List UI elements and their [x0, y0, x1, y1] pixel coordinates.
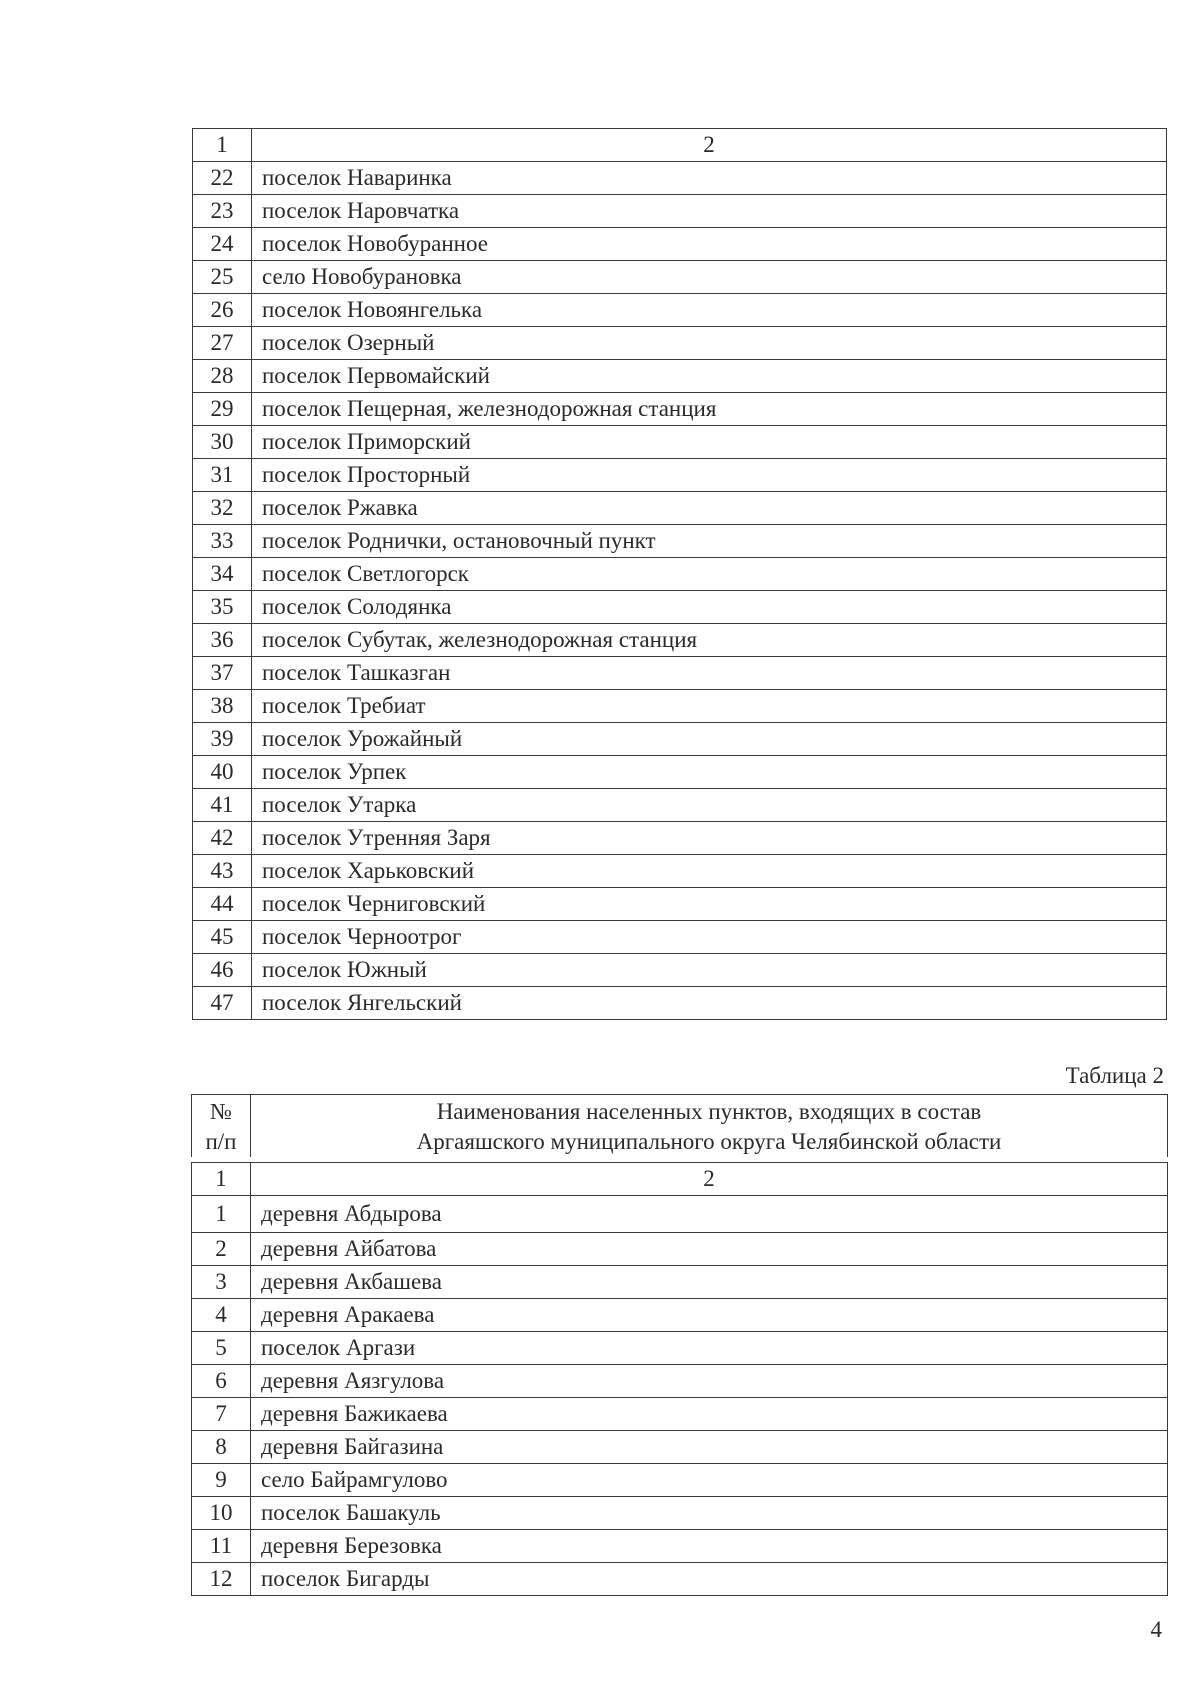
table-row [193, 822, 1167, 855]
table-row [193, 360, 1167, 393]
table-row [193, 888, 1167, 921]
settlement-name: деревня Аракаева [251, 1299, 1168, 1332]
table-row [192, 1563, 1168, 1596]
settlement-name: поселок Роднички, остановочный пункт [252, 525, 1167, 558]
row-number: 37 [193, 657, 252, 690]
settlement-name: поселок Утарка [252, 789, 1167, 822]
settlement-name: поселок Урожайный [252, 723, 1167, 756]
settlement-name: деревня Березовка [251, 1530, 1168, 1563]
table-row [193, 558, 1167, 591]
row-number: 28 [193, 360, 252, 393]
table-row [192, 1464, 1168, 1497]
row-number: 27 [193, 327, 252, 360]
table-row [193, 195, 1167, 228]
settlement-name: поселок Утренняя Заря [252, 822, 1167, 855]
settlement-name: деревня Акбашева [251, 1266, 1168, 1299]
row-number: 43 [193, 855, 252, 888]
column-name-header-line-1: Наименования населенных пунктов, входящих в состав [436, 1099, 982, 1124]
row-number: 6 [192, 1365, 251, 1398]
table-row [193, 657, 1167, 690]
settlements-table-2 [191, 1162, 1168, 1596]
table-row [193, 954, 1167, 987]
settlement-name: поселок Светлогорск [252, 558, 1167, 591]
column-name-header-line-2: Аргаяшского муниципального округа Челябинской области [416, 1129, 1002, 1154]
index-col-2: 2 [252, 129, 1167, 162]
row-number: 4 [192, 1299, 251, 1332]
settlement-name: поселок Наровчатка [252, 195, 1167, 228]
settlement-name: деревня Бажикаева [251, 1398, 1168, 1431]
settlements-table-1 [192, 128, 1167, 1020]
row-number: 9 [192, 1464, 251, 1497]
row-number: 30 [193, 426, 252, 459]
row-number: 3 [192, 1266, 251, 1299]
row-number: 33 [193, 525, 252, 558]
row-number: 22 [193, 162, 252, 195]
settlement-name: поселок Ташказган [252, 657, 1167, 690]
table-1-index-row [193, 129, 1167, 162]
row-number: 12 [192, 1563, 251, 1596]
table-row [193, 690, 1167, 723]
table-row [193, 426, 1167, 459]
table-row [193, 789, 1167, 822]
table-row [192, 1365, 1168, 1398]
settlement-name: поселок Башакуль [251, 1497, 1168, 1530]
table-2-index-row [192, 1163, 1168, 1196]
settlement-name: поселок Просторный [252, 459, 1167, 492]
table-row [193, 624, 1167, 657]
settlement-name: поселок Харьковский [252, 855, 1167, 888]
settlement-name: поселок Первомайский [252, 360, 1167, 393]
settlement-name: поселок Новоянгелька [252, 294, 1167, 327]
settlement-name: деревня Айбатова [251, 1233, 1168, 1266]
table-2-header-row [192, 1095, 1168, 1158]
row-number: 26 [193, 294, 252, 327]
row-number: 8 [192, 1431, 251, 1464]
row-number: 29 [193, 393, 252, 426]
settlement-name: поселок Бигарды [251, 1563, 1168, 1596]
table-row [193, 756, 1167, 789]
row-number: 46 [193, 954, 252, 987]
index-col-1: 1 [192, 1163, 251, 1196]
column-name-header [251, 1095, 1168, 1158]
table-2-header [191, 1094, 1168, 1157]
settlement-name: деревня Байгазина [251, 1431, 1168, 1464]
table-2-caption: Таблица 2 [1065, 1063, 1164, 1088]
table-row [193, 987, 1167, 1020]
table-row [193, 327, 1167, 360]
table-row [193, 162, 1167, 195]
settlement-name: поселок Ржавка [252, 492, 1167, 525]
row-number: 40 [193, 756, 252, 789]
table-2-body [192, 1163, 1168, 1596]
table-row [193, 459, 1167, 492]
settlement-name: поселок Аргази [251, 1332, 1168, 1365]
row-number: 34 [193, 558, 252, 591]
table-row [193, 855, 1167, 888]
settlement-name: поселок Новобуранное [252, 228, 1167, 261]
index-col-2: 2 [251, 1163, 1168, 1196]
table-row [193, 261, 1167, 294]
settlement-name: поселок Наваринка [252, 162, 1167, 195]
index-col-1: 1 [193, 129, 252, 162]
table-row [192, 1398, 1168, 1431]
column-number-header-line-1: № [210, 1099, 232, 1124]
table-row [193, 921, 1167, 954]
settlement-name: поселок Озерный [252, 327, 1167, 360]
row-number: 10 [192, 1497, 251, 1530]
table-row [193, 228, 1167, 261]
table-1-body [193, 129, 1167, 1020]
table-row [192, 1431, 1168, 1464]
settlement-name: поселок Южный [252, 954, 1167, 987]
settlement-name: поселок Черниговский [252, 888, 1167, 921]
row-number: 39 [193, 723, 252, 756]
settlement-name: поселок Пещерная, железнодорожная станция [252, 393, 1167, 426]
table-row [193, 492, 1167, 525]
row-number: 41 [193, 789, 252, 822]
row-number: 32 [193, 492, 252, 525]
column-number-header-line-2: п/п [205, 1129, 237, 1154]
settlement-name: поселок Требиат [252, 690, 1167, 723]
table-row [192, 1233, 1168, 1266]
row-number: 45 [193, 921, 252, 954]
table-row [192, 1299, 1168, 1332]
page-number: 4 [1150, 1617, 1162, 1642]
settlement-name: поселок Солодянка [252, 591, 1167, 624]
row-number: 7 [192, 1398, 251, 1431]
row-number: 42 [193, 822, 252, 855]
settlement-name: поселок Янгельский [252, 987, 1167, 1020]
table-row [193, 525, 1167, 558]
table-row [192, 1530, 1168, 1563]
row-number: 1 [192, 1196, 251, 1233]
row-number: 44 [193, 888, 252, 921]
row-number: 36 [193, 624, 252, 657]
row-number: 31 [193, 459, 252, 492]
settlement-name: поселок Урпек [252, 756, 1167, 789]
table-row [192, 1196, 1168, 1233]
table-row [193, 723, 1167, 756]
table-row [193, 393, 1167, 426]
row-number: 35 [193, 591, 252, 624]
row-number: 11 [192, 1530, 251, 1563]
row-number: 2 [192, 1233, 251, 1266]
table-row [192, 1332, 1168, 1365]
settlement-name: село Байрамгулово [251, 1464, 1168, 1497]
row-number: 24 [193, 228, 252, 261]
table-row [192, 1266, 1168, 1299]
settlement-name: поселок Черноотрог [252, 921, 1167, 954]
row-number: 38 [193, 690, 252, 723]
table-row [193, 294, 1167, 327]
row-number: 23 [193, 195, 252, 228]
row-number: 47 [193, 987, 252, 1020]
settlement-name: поселок Субутак, железнодорожная станция [252, 624, 1167, 657]
row-number: 5 [192, 1332, 251, 1365]
table-row [193, 591, 1167, 624]
row-number: 25 [193, 261, 252, 294]
settlement-name: село Новобурановка [252, 261, 1167, 294]
table-row [192, 1497, 1168, 1530]
column-number-header [192, 1095, 251, 1158]
settlement-name: поселок Приморский [252, 426, 1167, 459]
settlement-name: деревня Абдырова [251, 1196, 1168, 1233]
settlement-name: деревня Аязгулова [251, 1365, 1168, 1398]
